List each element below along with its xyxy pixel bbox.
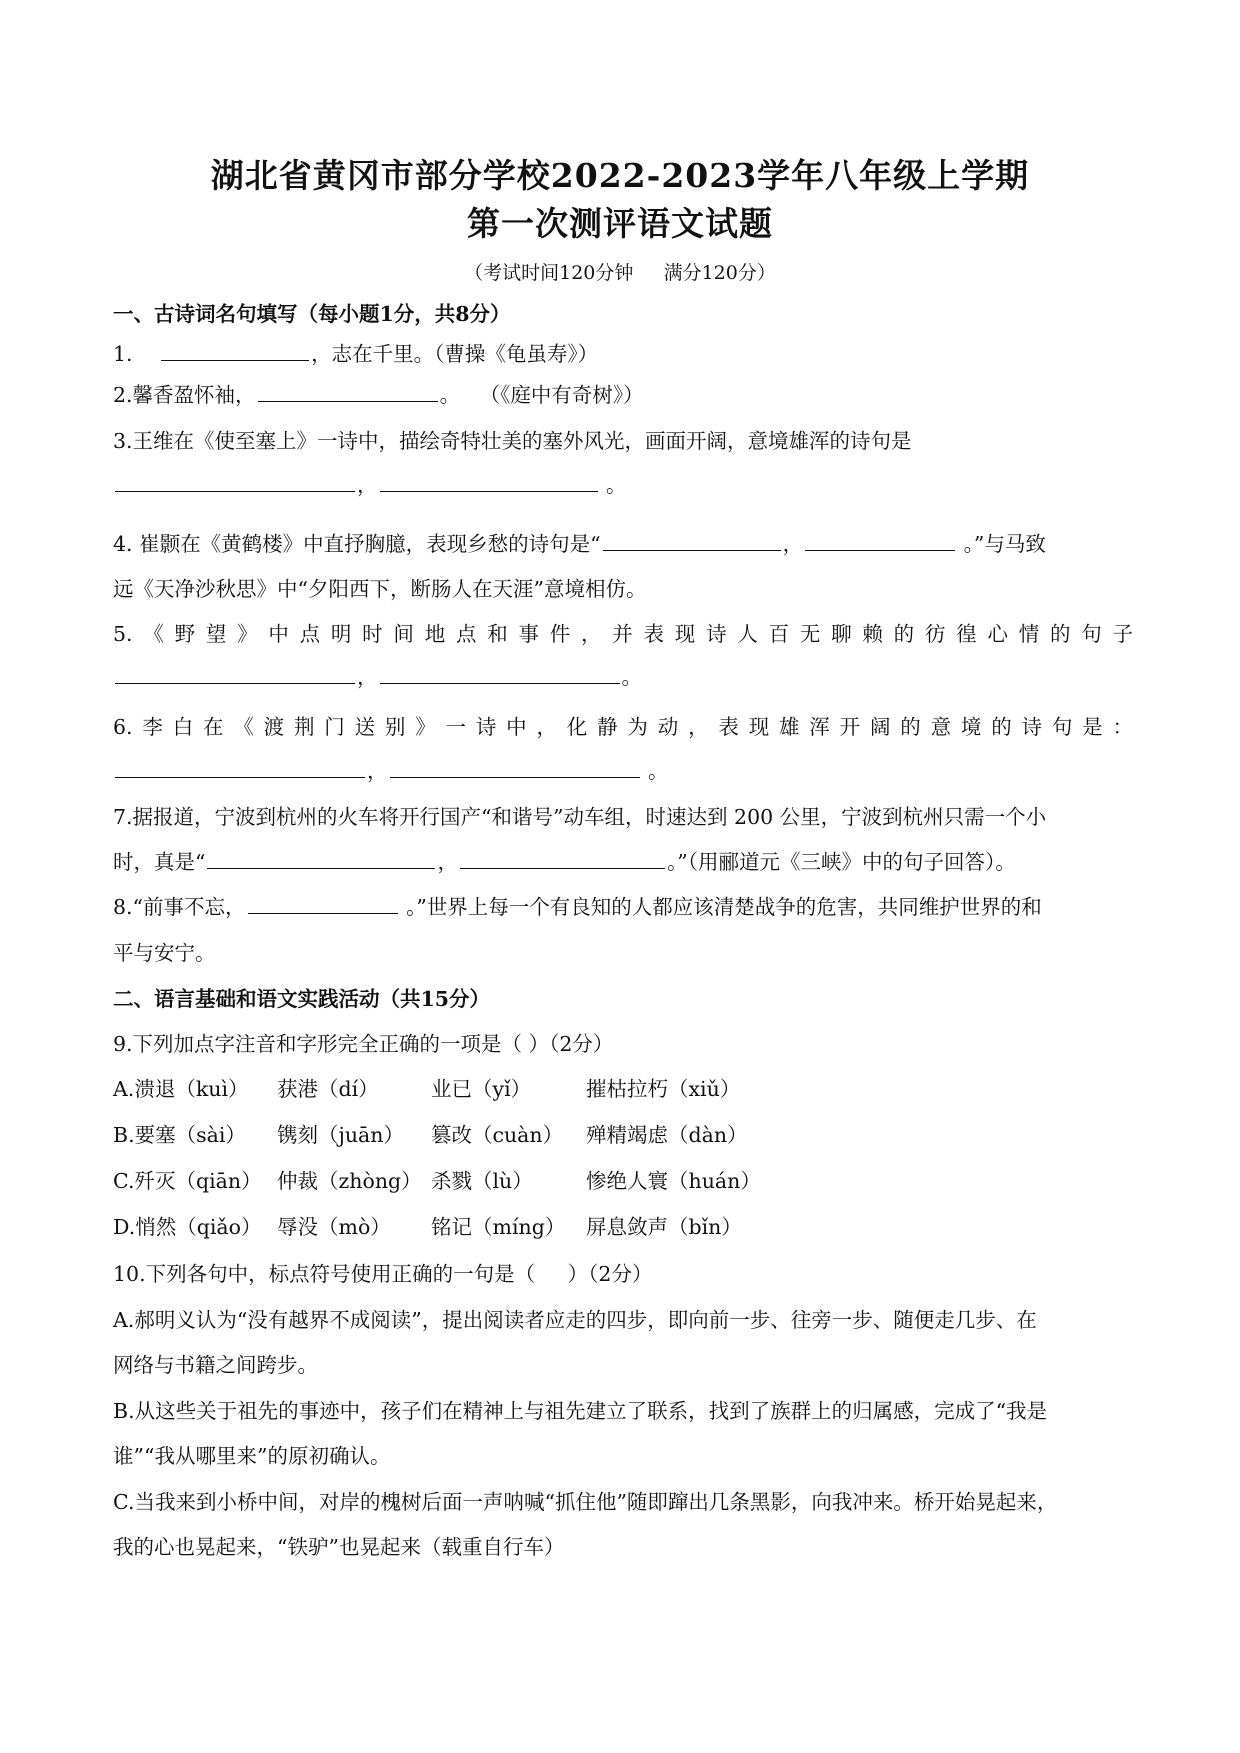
q9-b-item-1: B.要塞（sài） bbox=[113, 1123, 246, 1147]
q8-pre: 8.“前事不忘， bbox=[113, 895, 246, 919]
q4-pre: 4. 崔颢在《黄鹤楼》中直抒胸臆，表现乡愁的诗句是“ bbox=[113, 532, 601, 556]
q3-blank-1[interactable] bbox=[115, 471, 355, 492]
question-6-stem: 6.李白在《渡荆门送别》一诗中，化静为动，表现雄浑开阔的意境的诗句是： bbox=[113, 715, 1133, 739]
q5-blank-2[interactable] bbox=[380, 663, 620, 684]
q5-sep: ， bbox=[357, 665, 378, 689]
q9-d-item-4: 屏息敛声（bǐn） bbox=[586, 1215, 742, 1239]
question-8-line1 bbox=[113, 893, 1133, 921]
q6-blank-1[interactable] bbox=[115, 757, 365, 778]
q9-a-item-3: 业已（yǐ） bbox=[431, 1077, 532, 1101]
q7-blank-1[interactable] bbox=[207, 848, 435, 869]
q7-post: 。”（用郦道元《三峡》中的句子回答）。 bbox=[666, 850, 1016, 874]
question-3-stem: 3.王维在《使至塞上》一诗中，描绘奇特壮美的塞外风光，画面开阔，意境雄浑的诗句是 bbox=[113, 429, 912, 453]
q9-c-item-2: 仲裁（zhòng） bbox=[277, 1169, 422, 1193]
q7-sep: ， bbox=[437, 850, 458, 874]
q7-blank-2[interactable] bbox=[460, 848, 665, 869]
question-6-answer bbox=[113, 757, 1133, 785]
section2-heading: 二、语言基础和语文实践活动（共15分） bbox=[113, 987, 491, 1011]
q10-option-c-line2: 我的心也晃起来，“铁驴”也晃起来（载重自行车） bbox=[113, 1535, 565, 1559]
q3-end: 。 bbox=[606, 473, 627, 497]
q10-option-a-line2: 网络与书籍之间跨步。 bbox=[113, 1353, 318, 1377]
question-3-answer bbox=[113, 471, 1133, 499]
question-4-line2: 远《天净沙秋思》中“夕阳西下，断肠人在天涯”意境相仿。 bbox=[113, 577, 647, 601]
question-5-stem: 5.《野望》中点明时间地点和事件，并表现诗人百无聊赖的彷徨心情的句子 bbox=[113, 622, 1133, 646]
q9-a-item-4: 摧枯拉朽（xiǔ） bbox=[586, 1077, 741, 1101]
q9-a-item-2: 获港（dí） bbox=[277, 1077, 379, 1101]
question-9-stem: 9.下列加点字注音和字形完全正确的一项是（ ）（2分） bbox=[113, 1032, 614, 1056]
q7-pre: 时，真是“ bbox=[113, 850, 206, 874]
q3-sep: ， bbox=[357, 473, 378, 497]
q9-b-item-3: 篡改（cuàn） bbox=[431, 1123, 564, 1147]
q9-d-item-3: 铭记（míng） bbox=[431, 1215, 566, 1239]
q8-post: 。”世界上每一个有良知的人都应该清楚战争的危害，共同维护世界的和 bbox=[406, 895, 1042, 919]
exam-subtitle: （考试时间120分钟 满分120分） bbox=[464, 262, 776, 284]
q6-blank-2[interactable] bbox=[390, 757, 640, 778]
exam-title-line1: 湖北省黄冈市部分学校2022-2023学年八年级上学期 bbox=[210, 156, 1030, 195]
q10-option-a-line1[interactable]: A.郝明义认为“没有越界不成阅读”，提出阅读者应走的四步，即向前一步、往旁一步、随便走几步、在 bbox=[113, 1308, 1037, 1332]
q9-b-item-2: 镌刻（juān） bbox=[277, 1123, 404, 1147]
q6-sep: ， bbox=[367, 759, 388, 783]
q4-blank-2[interactable] bbox=[805, 530, 955, 551]
q10-option-b-line2: 谁”“我从哪里来”的原初确认。 bbox=[113, 1444, 391, 1468]
q9-d-item-1: D.悄然（qiǎo） bbox=[113, 1215, 262, 1239]
q1-number: 1. bbox=[113, 342, 133, 366]
question-5-answer bbox=[113, 663, 1133, 691]
section1-heading: 一、古诗词名句填写（每小题1分，共8分） bbox=[113, 302, 511, 326]
q10-option-b-line1[interactable]: B.从这些关于祖先的事迹中，孩子们在精神上与祖先建立了联系，找到了族群上的归属感，完成了“我是 bbox=[113, 1399, 1048, 1423]
q4-post: 。”与马致 bbox=[963, 532, 1046, 556]
question-7-line1: 7.据报道，宁波到杭州的火车将开行国产“和谐号”动车组，时速达到 200 公里，宁波到杭州只需一个小 bbox=[113, 805, 1047, 829]
q2-blank[interactable] bbox=[258, 381, 438, 402]
q2-pre: 2.馨香盈怀袖， bbox=[113, 383, 256, 407]
q4-blank-1[interactable] bbox=[603, 530, 781, 551]
q9-a-item-1: A.溃退（kuì） bbox=[113, 1077, 249, 1101]
question-8-line2: 平与安宁。 bbox=[113, 941, 216, 965]
q9-c-item-3: 杀戮（lù） bbox=[431, 1169, 533, 1193]
q9-c-item-1: C.歼灭（qiān） bbox=[113, 1169, 262, 1193]
q6-end: 。 bbox=[648, 759, 669, 783]
exam-title-line2: 第一次测评语文试题 bbox=[467, 204, 773, 243]
question-2 bbox=[113, 381, 1133, 409]
q5-end: 。 bbox=[621, 665, 642, 689]
question-7-line2 bbox=[113, 848, 1133, 876]
q2-post: 。 （《庭中有奇树》） bbox=[439, 383, 644, 407]
q1-blank[interactable] bbox=[161, 340, 309, 361]
q8-blank[interactable] bbox=[248, 893, 398, 914]
q3-blank-2[interactable] bbox=[380, 471, 598, 492]
question-4-line1 bbox=[113, 530, 1133, 558]
question-10-stem: 10.下列各句中，标点符号使用正确的一句是（ ）（2分） bbox=[113, 1262, 653, 1286]
q10-option-c-line1[interactable]: C.当我来到小桥中间，对岸的槐树后面一声呐喊“抓住他”随即蹿出几条黑影，向我冲来。桥开始晃起来， bbox=[113, 1490, 1058, 1514]
q9-d-item-2: 辱没（mò） bbox=[277, 1215, 391, 1239]
q4-sep: ， bbox=[782, 532, 804, 556]
q9-c-item-4: 惨绝人寰（huán） bbox=[586, 1169, 761, 1193]
q9-b-item-4: 殚精竭虑（dàn） bbox=[586, 1123, 748, 1147]
q5-blank-1[interactable] bbox=[115, 663, 355, 684]
question-1 bbox=[113, 340, 1133, 368]
q1-text: ，志在千里。（曹操《龟虽寿》） bbox=[311, 342, 599, 366]
